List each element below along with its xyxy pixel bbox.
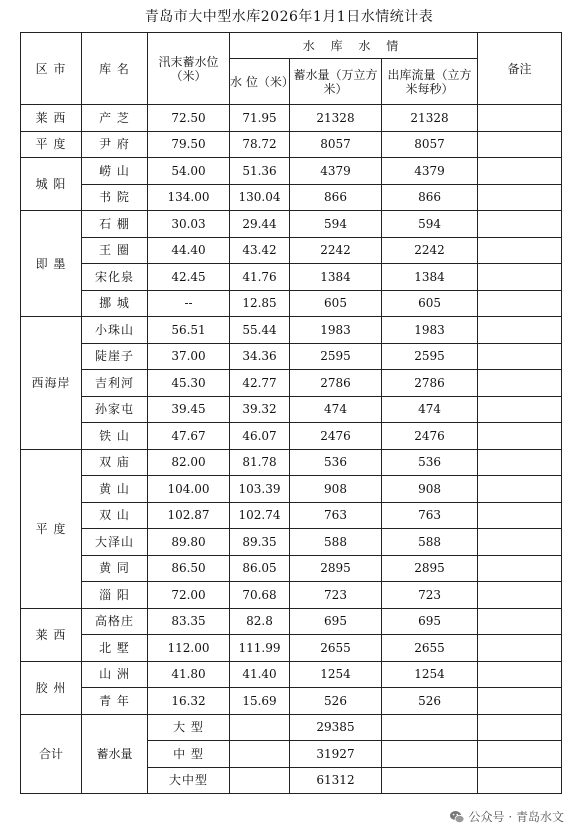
summary-value-cell: 31927: [290, 741, 382, 768]
flood-level-cell: 72.00: [148, 582, 230, 609]
wechat-icon: [449, 809, 465, 825]
remark-cell: [478, 555, 562, 582]
summary-empty-cell: [230, 767, 290, 794]
district-cell: 平 度: [21, 449, 82, 608]
reservoir-name-cell: 黄 同: [82, 555, 148, 582]
storage-cell: 8057: [290, 131, 382, 158]
water-level-cell: 39.32: [230, 396, 290, 423]
reservoir-name-cell: 王 圈: [82, 237, 148, 264]
flood-level-cell: 82.00: [148, 449, 230, 476]
remark-cell: [478, 264, 562, 291]
table-row: [21, 211, 562, 238]
remark-cell: [478, 423, 562, 450]
summary-empty-cell: [230, 741, 290, 768]
reservoir-name-cell: 铁 山: [82, 423, 148, 450]
water-level-cell: 46.07: [230, 423, 290, 450]
remark-cell: [478, 184, 562, 211]
water-level-cell: 81.78: [230, 449, 290, 476]
reservoir-name-cell: 淄 阳: [82, 582, 148, 609]
reservoir-name-cell: 崂 山: [82, 158, 148, 185]
storage-cell: 21328: [290, 105, 382, 132]
outflow-cell: 2242: [382, 237, 478, 264]
summary-empty-cell: [382, 741, 478, 768]
water-level-cell: 82.8: [230, 608, 290, 635]
reservoir-name-cell: 北 墅: [82, 635, 148, 662]
table-row: [21, 343, 562, 370]
reservoir-table: [20, 32, 562, 794]
outflow-cell: 866: [382, 184, 478, 211]
flood-level-cell: 39.45: [148, 396, 230, 423]
header-outflow: 出库流量（立方米每秒）: [382, 59, 478, 105]
table-row: [21, 502, 562, 529]
reservoir-name-cell: 青 年: [82, 688, 148, 715]
summary-label-cell: 合计: [21, 714, 82, 794]
table-row: [21, 529, 562, 556]
outflow-cell: 1254: [382, 661, 478, 688]
table-row: [21, 264, 562, 291]
flood-level-cell: --: [148, 290, 230, 317]
table-row: [21, 635, 562, 662]
district-cell: 城 阳: [21, 158, 82, 211]
summary-type-cell: 大 型: [148, 714, 230, 741]
outflow-cell: 594: [382, 211, 478, 238]
remark-cell: [478, 396, 562, 423]
flood-level-cell: 83.35: [148, 608, 230, 635]
outflow-cell: 1384: [382, 264, 478, 291]
remark-cell: [478, 582, 562, 609]
flood-level-cell: 79.50: [148, 131, 230, 158]
remark-cell: [478, 105, 562, 132]
remark-cell: [478, 449, 562, 476]
flood-level-cell: 37.00: [148, 343, 230, 370]
water-level-cell: 102.74: [230, 502, 290, 529]
remark-cell: [478, 343, 562, 370]
flood-level-cell: 41.80: [148, 661, 230, 688]
district-cell: 西海岸: [21, 317, 82, 450]
watermark: [449, 808, 564, 825]
outflow-cell: 723: [382, 582, 478, 609]
table-row: [21, 184, 562, 211]
remark-cell: [478, 688, 562, 715]
reservoir-name-cell: 石 棚: [82, 211, 148, 238]
water-level-cell: 42.77: [230, 370, 290, 397]
reservoir-name-cell: 孙家屯: [82, 396, 148, 423]
reservoir-name-cell: 吉利河: [82, 370, 148, 397]
storage-cell: 2895: [290, 555, 382, 582]
outflow-cell: 21328: [382, 105, 478, 132]
water-level-cell: 71.95: [230, 105, 290, 132]
table-row: [21, 608, 562, 635]
outflow-cell: 695: [382, 608, 478, 635]
reservoir-name-cell: 挪 城: [82, 290, 148, 317]
storage-cell: 2242: [290, 237, 382, 264]
reservoir-name-cell: 双 山: [82, 502, 148, 529]
outflow-cell: 8057: [382, 131, 478, 158]
summary-type-cell: 大中型: [148, 767, 230, 794]
table-row: [21, 555, 562, 582]
table-row: [21, 370, 562, 397]
flood-level-cell: 45.30: [148, 370, 230, 397]
outflow-cell: 526: [382, 688, 478, 715]
water-level-cell: 70.68: [230, 582, 290, 609]
water-level-cell: 43.42: [230, 237, 290, 264]
summary-empty-cell: [230, 714, 290, 741]
storage-cell: 588: [290, 529, 382, 556]
flood-level-cell: 112.00: [148, 635, 230, 662]
storage-cell: 763: [290, 502, 382, 529]
water-level-cell: 103.39: [230, 476, 290, 503]
table-row: [21, 423, 562, 450]
district-cell: 莱 西: [21, 105, 82, 132]
outflow-cell: 2655: [382, 635, 478, 662]
summary-empty-cell: [478, 714, 562, 741]
storage-cell: 536: [290, 449, 382, 476]
remark-cell: [478, 661, 562, 688]
header-water-level: 水 位（米）: [230, 59, 290, 105]
summary-empty-cell: [478, 767, 562, 794]
table-row: [21, 105, 562, 132]
water-level-cell: 89.35: [230, 529, 290, 556]
water-level-cell: 41.76: [230, 264, 290, 291]
water-level-cell: 34.36: [230, 343, 290, 370]
district-cell: 即 墨: [21, 211, 82, 317]
remark-cell: [478, 290, 562, 317]
storage-cell: 2595: [290, 343, 382, 370]
water-level-cell: 29.44: [230, 211, 290, 238]
remark-cell: [478, 529, 562, 556]
remark-cell: [478, 608, 562, 635]
table-row: [21, 661, 562, 688]
table-row: [21, 131, 562, 158]
flood-level-cell: 56.51: [148, 317, 230, 344]
flood-level-cell: 54.00: [148, 158, 230, 185]
outflow-cell: 536: [382, 449, 478, 476]
remark-cell: [478, 317, 562, 344]
reservoir-name-cell: 黄 山: [82, 476, 148, 503]
outflow-cell: 763: [382, 502, 478, 529]
table-row: [21, 317, 562, 344]
outflow-cell: 908: [382, 476, 478, 503]
water-level-cell: 111.99: [230, 635, 290, 662]
flood-level-cell: 44.40: [148, 237, 230, 264]
summary-empty-cell: [382, 767, 478, 794]
storage-cell: 594: [290, 211, 382, 238]
water-level-cell: 86.05: [230, 555, 290, 582]
watermark-text: 公众号 · 青岛水文: [468, 810, 564, 824]
remark-cell: [478, 237, 562, 264]
outflow-cell: 2895: [382, 555, 478, 582]
district-cell: 胶 州: [21, 661, 82, 714]
reservoir-name-cell: 书 院: [82, 184, 148, 211]
summary-empty-cell: [478, 741, 562, 768]
remark-cell: [478, 131, 562, 158]
header-reservoir: 库 名: [82, 33, 148, 105]
table-row: [21, 476, 562, 503]
summary-empty-cell: [382, 714, 478, 741]
outflow-cell: 4379: [382, 158, 478, 185]
storage-cell: 1254: [290, 661, 382, 688]
outflow-cell: 588: [382, 529, 478, 556]
storage-cell: 723: [290, 582, 382, 609]
flood-level-cell: 30.03: [148, 211, 230, 238]
flood-level-cell: 104.00: [148, 476, 230, 503]
header-storage: 蓄水量（万立方米）: [290, 59, 382, 105]
storage-cell: 2476: [290, 423, 382, 450]
water-level-cell: 78.72: [230, 131, 290, 158]
flood-level-cell: 102.87: [148, 502, 230, 529]
table-body: [21, 105, 562, 794]
reservoir-name-cell: 陡崖子: [82, 343, 148, 370]
remark-cell: [478, 476, 562, 503]
flood-level-cell: 89.80: [148, 529, 230, 556]
outflow-cell: 1983: [382, 317, 478, 344]
table-row: [21, 158, 562, 185]
outflow-cell: 2786: [382, 370, 478, 397]
outflow-cell: 2595: [382, 343, 478, 370]
summary-sublabel-cell: 蓄水量: [82, 714, 148, 794]
table-row: [21, 396, 562, 423]
page-title: 青岛市大中型水库2026年1月1日水情统计表: [144, 9, 434, 25]
remark-cell: [478, 502, 562, 529]
reservoir-name-cell: 山 洲: [82, 661, 148, 688]
district-cell: 平 度: [21, 131, 82, 158]
storage-cell: 526: [290, 688, 382, 715]
storage-cell: 474: [290, 396, 382, 423]
summary-value-cell: 29385: [290, 714, 382, 741]
summary-row: [21, 714, 562, 741]
outflow-cell: 605: [382, 290, 478, 317]
reservoir-name-cell: 双 庙: [82, 449, 148, 476]
water-level-cell: 130.04: [230, 184, 290, 211]
reservoir-name-cell: 小珠山: [82, 317, 148, 344]
remark-cell: [478, 370, 562, 397]
water-level-cell: 55.44: [230, 317, 290, 344]
reservoir-name-cell: 高格庄: [82, 608, 148, 635]
flood-level-cell: 72.50: [148, 105, 230, 132]
outflow-cell: 474: [382, 396, 478, 423]
storage-cell: 1983: [290, 317, 382, 344]
storage-cell: 866: [290, 184, 382, 211]
table-row: [21, 582, 562, 609]
summary-value-cell: 61312: [290, 767, 382, 794]
table-row: [21, 688, 562, 715]
header-remark: 备注: [478, 33, 562, 105]
flood-level-cell: 86.50: [148, 555, 230, 582]
remark-cell: [478, 211, 562, 238]
storage-cell: 695: [290, 608, 382, 635]
remark-cell: [478, 635, 562, 662]
district-cell: 莱 西: [21, 608, 82, 661]
remark-cell: [478, 158, 562, 185]
storage-cell: 1384: [290, 264, 382, 291]
water-level-cell: 41.40: [230, 661, 290, 688]
flood-level-cell: 16.32: [148, 688, 230, 715]
flood-level-cell: 47.67: [148, 423, 230, 450]
water-level-cell: 51.36: [230, 158, 290, 185]
water-level-cell: 15.69: [230, 688, 290, 715]
summary-type-cell: 中 型: [148, 741, 230, 768]
reservoir-name-cell: 产 芝: [82, 105, 148, 132]
flood-level-cell: 134.00: [148, 184, 230, 211]
table-row: [21, 290, 562, 317]
storage-cell: 908: [290, 476, 382, 503]
reservoir-name-cell: 尹 府: [82, 131, 148, 158]
table-row: [21, 237, 562, 264]
table-row: [21, 449, 562, 476]
storage-cell: 2786: [290, 370, 382, 397]
water-level-cell: 12.85: [230, 290, 290, 317]
storage-cell: 2655: [290, 635, 382, 662]
storage-cell: 4379: [290, 158, 382, 185]
flood-level-cell: 42.45: [148, 264, 230, 291]
reservoir-name-cell: 大泽山: [82, 529, 148, 556]
storage-cell: 605: [290, 290, 382, 317]
header-water-status: 水 库 水 情: [230, 33, 478, 59]
header-district: 区 市: [21, 33, 82, 105]
outflow-cell: 2476: [382, 423, 478, 450]
header-flood-level: 汛末蓄水位（米）: [148, 33, 230, 105]
reservoir-name-cell: 宋化泉: [82, 264, 148, 291]
